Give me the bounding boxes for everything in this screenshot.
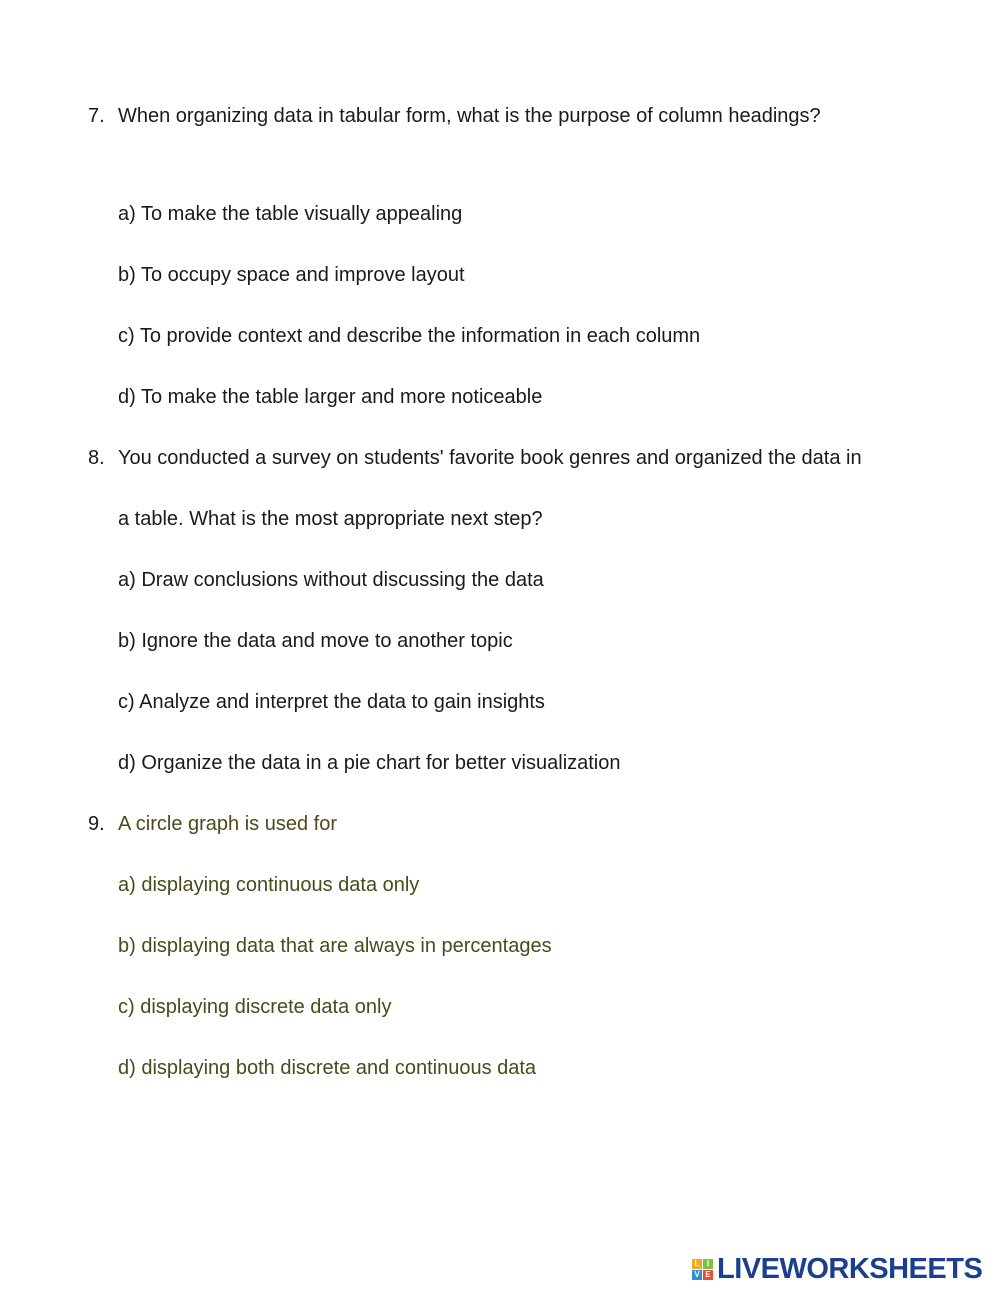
question-8-option-a: a) Draw conclusions without discussing the data	[118, 569, 544, 591]
question-9-option-a: a) displaying continuous data only	[118, 874, 420, 896]
question-8-option-d: d) Organize the data in a pie chart for better visualization	[118, 752, 621, 774]
logo-block-e: E	[703, 1270, 713, 1280]
question-7-option-d: d) To make the table larger and more noticeable	[118, 386, 543, 408]
question-7-option-a: a) To make the table visually appealing	[118, 203, 463, 225]
question-7-option-b: b) To occupy space and improve layout	[118, 264, 465, 286]
question-9-number: 9.	[88, 813, 105, 835]
question-8-text-line-2: a table. What is the most appropriate next step?	[118, 508, 543, 530]
logo-blocks-icon	[692, 1259, 713, 1280]
question-8-text-line-1: You conducted a survey on students' favorite book genres and organized the data in	[118, 447, 862, 469]
question-8-option-b: b) Ignore the data and move to another topic	[118, 630, 513, 652]
question-9-option-c: c) displaying discrete data only	[118, 996, 392, 1018]
liveworksheets-logo	[692, 1254, 982, 1284]
question-8-option-c: c) Analyze and interpret the data to gain insights	[118, 691, 545, 713]
question-7-option-c: c) To provide context and describe the information in each column	[118, 325, 701, 347]
question-7-text: When organizing data in tabular form, what is the purpose of column headings?	[118, 105, 821, 127]
logo-block-i: I	[703, 1259, 713, 1269]
question-8-number: 8.	[88, 447, 105, 469]
question-9-option-d: d) displaying both discrete and continuous data	[118, 1057, 537, 1079]
question-9-text: A circle graph is used for	[118, 813, 337, 835]
logo-text: LIVEWORKSHEETS	[717, 1253, 983, 1285]
logo-block-v: V	[692, 1270, 702, 1280]
question-9-option-b: b) displaying data that are always in percentages	[118, 935, 552, 957]
logo-block-l: L	[692, 1259, 702, 1269]
question-7-number: 7.	[88, 105, 105, 127]
